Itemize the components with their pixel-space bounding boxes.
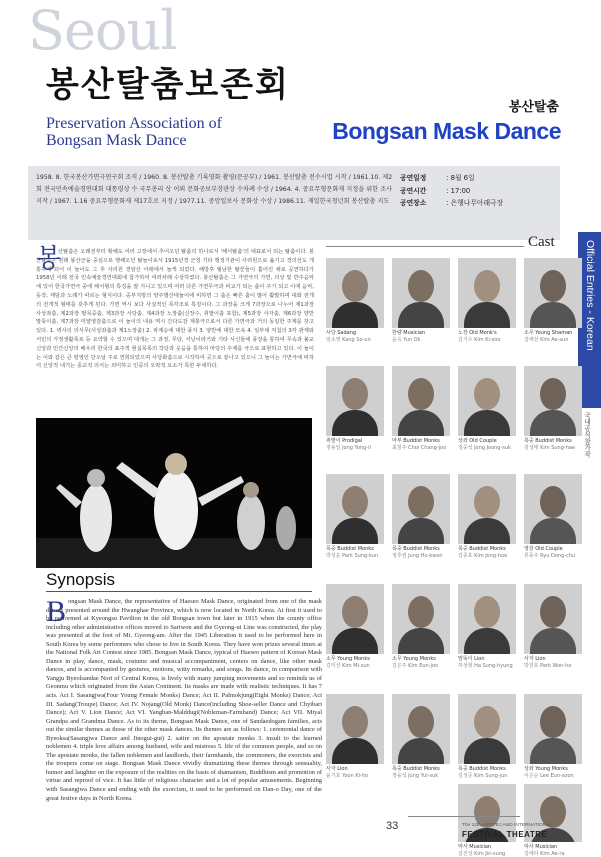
cast-name: 김성준 Kim Sung-jun — [458, 773, 508, 779]
cast-name: 김은주 Kim Eun-joo — [392, 663, 439, 669]
cast-role: 마부 Buddist Monks — [392, 438, 440, 444]
english-subtitle: Bongsan Mask Dance — [332, 118, 561, 144]
cast-portrait — [326, 584, 384, 654]
performance-time: 공연시간 : 17:00 — [400, 185, 503, 198]
cast-name: 정용일 Jong Yong-il — [326, 445, 371, 451]
cast-role: 상좌 Young Monks — [524, 766, 568, 772]
dancers-illustration — [36, 418, 312, 568]
cast-portrait — [458, 258, 516, 328]
cast-role: 소무 Young Shaman — [524, 330, 573, 336]
time-value: 17:00 — [450, 186, 471, 195]
cast-portrait — [326, 258, 384, 328]
cast-member — [524, 694, 582, 780]
cast-name: 최창주 Choi Chang-joo — [392, 445, 447, 451]
cast-portrait — [524, 694, 582, 764]
performance-info — [400, 172, 503, 210]
cast-portrait — [392, 474, 450, 544]
korean-subtitle: 봉산탈춤 — [508, 100, 559, 115]
cast-name: 김종호 Kim Jong-hoe — [458, 553, 508, 559]
cast-portrait — [458, 584, 516, 654]
performance-photo — [36, 418, 312, 568]
cast-portrait — [524, 366, 582, 436]
cast-portrait — [326, 694, 384, 764]
cast-portrait — [524, 474, 582, 544]
synopsis-dropcap: B — [46, 595, 67, 628]
cast-role: 악사 Musician — [458, 844, 492, 850]
cast-role: 사자 Lion — [524, 656, 546, 662]
date-value: 8월 6일 — [450, 174, 475, 182]
date-label: 공연일정 — [400, 174, 427, 182]
cast-role: 목중 Buddist Monks — [524, 438, 572, 444]
cast-role: 목중 Buddist Monks — [392, 546, 440, 552]
cast-role: 말뚝이 Lion — [458, 656, 485, 662]
cast-role: 목중 Buddist Monks — [458, 546, 506, 552]
cast-name: 정중석 Jong Joong-suk — [458, 445, 511, 451]
korean-dropcap: 봉 — [36, 244, 62, 274]
cast-heading: Cast — [528, 234, 555, 250]
cast-member — [524, 474, 582, 560]
official-entries-label: Official Entries - Korean — [584, 240, 596, 351]
cast-role: 한량 Musician — [392, 330, 426, 336]
cast-role: 목중 Buddist Monks — [458, 766, 506, 772]
cast-portrait — [458, 694, 516, 764]
cast-name: 김성태 Kim Sung-hae — [524, 445, 576, 451]
cast-name: 정을석 Jung Yul-suk — [392, 773, 439, 779]
korean-body-text: 산탈춤은 오래전부터 황해도 여러 고장에서 추어오던 탈춤의 하나로서 '해서탈춤'의 대표로서 되는 탈춤이다. 봉산탈춤은 원래 봉산군을 중심으로 행해오던 탈놀이로서 1915년경 군청 기타 행정기관이 사리원으로 옮기고 경의선도 개통하게 되어 이 놀이도 그 후 사리원 경암산 아래에서 놀게 되었다. 해방후 월남한 탈꾼들이 흩어진 채로 공연하다가 1958년 이래 전국 민속예술경연대회에 참가하여 여러차례 수상하였다. 봉산탈춤은 그 가면극의 가면, 의상 및 반주음악에 있어 한국가면극 중에 해서형의 특징을 잘 지니고 있으며 여러 다른 가면무극과 비교가 되는 춤이 주가 되고 이에 음악, 동작, 재담과 노래가 따르는 형식이다. 중부지방의 양주별산대놀이에 비하면 그 춤은 빠른 춤이 많아 활발하며 대화 전개의 전개적 형태를 갖추게 된다. 가면 역시 보다 사실적인 목각조로 특징이다. 그 과장을 크게 7과장으로 나누어 제1과장 사상좌춤, 제2과장 팔목중춤, 제3과장 사당춤, 제4과장 노장춤(신장수, 취발이춤 포함), 제5과장 사자춤, 제6과장 양반 말뚝이춤, 제7과장 미얄영감춤으로 이 놀이의 내용 역시 간다도감 계통극으로서 다른 가면극과 거의 동일한 주제를 갖고 있다. 1. 벽사의 의식무(사상좌춤과 제1노장춤) 2. 파계승에 대한 풍자 3. 양반에 대한 모욕 4. 일부대 처첩의 3각 관계와 서민의 가정생활폭로 등 요약할 수 있으며 대개는 그 과정, 무당, 서낭이라기와 기타 사신들에 풍장을 통하여 무속과 불교 신앙과 민간신앙의 배우리 한국의 표주적 현실목록의 작당과 웃음을 통하여 마당의 주제를 극으로 표현하고 있다. 이 놀이는 이와 같은 큰 평영인 단오날 주로 연희되었으며 사당화춤으로 시작하여 곳으로 끝나고 있으니 그 놀이는 가면극에 비하여 신앙적 내기는 종교적 의식는 외미하고 민중의 오락적 요소가 특한 두세하다. — [36, 249, 314, 370]
cast-role: 목중 Buddist Monks — [392, 766, 440, 772]
cast-portrait — [458, 366, 516, 436]
cast-portrait — [326, 366, 384, 436]
cast-name: 박성운 Park Sung-kun — [326, 553, 379, 559]
cast-portrait — [392, 258, 450, 328]
cast-member — [326, 258, 384, 344]
footer-festival-line-1: The 12th ASSITEJ AND INTERNATIONAL — [462, 823, 553, 828]
cast-name: 하성형 Ha Sung-hyung — [458, 663, 513, 669]
english-title — [46, 116, 222, 150]
cast-name: 김기수 Kim Ki-soo — [458, 337, 501, 343]
cast-portrait — [524, 258, 582, 328]
cast-name: 김애선 Kim Ae-sun — [524, 337, 569, 343]
cast-role: 상좌 Old Couple — [458, 438, 497, 444]
cast-portrait — [458, 474, 516, 544]
cast-name: 김애라 Kim Ae-ra — [524, 851, 565, 857]
page-number: 33 — [386, 820, 399, 832]
cast-name: 정후권 Jung Hu-kwon — [392, 553, 443, 559]
english-title-line-2: Bongsan Mask Dance — [46, 131, 187, 149]
cast-member — [326, 584, 384, 670]
cast-member — [326, 694, 384, 780]
cast-name: 임소영 Kang So-un — [326, 337, 371, 343]
cast-role: 소무 Young Monks — [326, 656, 370, 662]
time-label: 공연시간 — [400, 186, 427, 195]
synopsis-divider — [46, 591, 312, 592]
venue-label: 공연장소 — [400, 199, 427, 207]
cast-member — [458, 366, 516, 452]
cast-name: 윤기호 Yoon Ki-ho — [326, 773, 369, 779]
english-title-line-1: Preservation Association of — [46, 115, 222, 132]
cast-member — [392, 366, 450, 452]
official-entries-korean-label: 국내공식참가작 — [583, 412, 591, 458]
synopsis-heading: Synopsis — [46, 570, 115, 589]
cast-member — [458, 784, 516, 857]
cast-member — [392, 474, 450, 560]
cast-member — [524, 366, 582, 452]
footer-festival-line-2: FESTIVAL THEATRE — [462, 830, 548, 839]
cast-role: 노장 Old Monk's — [458, 330, 497, 336]
cast-member — [458, 474, 516, 560]
performance-venue: 공연장소 : 은행나무아래극장 — [400, 197, 503, 210]
cast-role: 소무 Young Monks — [392, 656, 436, 662]
cast-portrait — [524, 584, 582, 654]
cast-role: 영감 Old Couple — [524, 546, 563, 552]
seoul-watermark-title: Seoul — [28, 0, 177, 62]
korean-title: 봉산탈춤보존회 — [46, 65, 290, 105]
cast-member — [524, 258, 582, 344]
cast-member — [458, 694, 516, 780]
performance-date: 공연일정 : 8월 6일 — [400, 172, 503, 185]
footer-divider — [408, 816, 520, 817]
cast-divider — [326, 246, 524, 247]
history-text: 1958. 8. 한국봉산가면극연구회 조직 / 1960. 8. 봉산탈춤 기록영화 촬영(문공부) / 1961. 봉산탈춤 전수시업 시작 / 1961.10. 제2회 전국민속예술경연대회 대통령상 수 국무총리 상 이외 문화공보부장관상 수차례 수상 / 1964. 4. 중요무형문화재 지정을 위한 조사 지작 / 1967. 1.16 중요무형문화재 제17호로 지정 / 1977.11. 중앙일보사 문화상 수상 / 1986.11. 재일한국청년회 봉산탈춤 지도 — [36, 174, 393, 205]
cast-role: 사자 Lion — [326, 766, 348, 772]
cast-portrait — [392, 366, 450, 436]
cast-portrait — [326, 474, 384, 544]
cast-name: 김미선 Kim Mi-sun — [326, 663, 370, 669]
cast-member — [524, 784, 582, 857]
cast-name: 윤옥 Yun Ok — [392, 337, 421, 343]
cast-name: 이은순 Lee Eun-soon — [524, 773, 574, 779]
cast-role: 목중 Buddist Monks — [326, 546, 374, 552]
cast-portrait — [392, 694, 450, 764]
cast-portrait — [392, 584, 450, 654]
cast-member — [326, 474, 384, 560]
cast-member — [392, 694, 450, 780]
cast-role: 취발이 Prodigal — [326, 438, 363, 444]
cast-name: 류동주 Ryu Dong-chu — [524, 553, 576, 559]
synopsis-body: ongsan Mask Dance, the representative of Haeseo Mask Dance, originated from one of the mask dances presented around the Hwanghae Province, which is now located in North Korea. At first it used to be performed at Kyeongsu Pavilion in the old Bongsan town but later in 1915 when the county office including other administrative offices moved to Sariwon and the Gyeong-ui Line was constructed, the play was presented at the foot of Mt. Gyeong-am. After the 1945 Liberation it used to be performed here in South Korea by some performers who chose to live in South Korea. They have won prizes several times at the National Folk Art Contest since 1985. Bongsan Mask Dance, typical of Haeseo pattern of Korean Mask Dance in play, dance, mask, costume and musical accompaniment, centers on dance, like other mask dances, and is accompanied by gestures, motions, witty remarks, and songs. Its dance, in comparison with Yangju Byeolsandae Nori of Central Korea, is lively with many jumping movements and so reminds us of Geonmu which originated from the Asian Continent. Its masks are made with realistic techniques. It has 7 acts. Act I. Sasangjwa(Four Young Female Monks) Dance; Act II. Palmokjung(Eight Monks) Dance; Act III. Sadang(Troupe) Dance; Act IV. Nojang(Old Monk) Dance(including Shoe-seller Dance and Chyibari Dance); Act V. Lion Dance; Act VI. Yangban-Malddugi(Nobleman-Farmhand) Dance; Act VII. Miyal Grandpa and Grandma Dance. As to its theme, Bongsan Mask Dance, one of Sandaedogam families, acts out the similar themes as those of the other mask dances. Its themes are as follows: 1. ceremonial dance of Byeoksa(Sasangjwa Dance and Jinogui-gut) 2. satire on the apostate monks 3. insult to the learned noblemen 4. triple love affairs among husband, wife and mistress 5. life of the common people, and so on The apostate monks, the fallen noblemen and landlords, their farmhands, the commoners, the exorcists and the troupers come on stage. Bongsan Mask Dance vividly dramatizing these themes through sensuality, humor and laughter on the exposure of the realities on the basis of shamanism, Buddhism and promotion of virtue and reproof of vice. It has little of religious character and a lot of popular amusements. Beginning with Sasangjwa Dance and ending with the exorcism, it used to be performed on Dan-o Day, one of the great festive days in North Korea. — [46, 598, 322, 802]
venue-value: 은행나무아래극장 — [450, 199, 504, 207]
cast-member — [524, 584, 582, 670]
cast-member — [392, 584, 450, 670]
cast-member — [458, 584, 516, 670]
cast-role: 악사 Musician — [524, 844, 558, 850]
cast-member — [458, 258, 516, 344]
cast-member — [326, 366, 384, 452]
cast-member — [392, 258, 450, 344]
cast-name: 김진성 Kim Jin-sung — [458, 851, 506, 857]
cast-role: 사당 Sadang — [326, 330, 357, 336]
cast-name: 박원호 Park Won-ho — [524, 663, 572, 669]
